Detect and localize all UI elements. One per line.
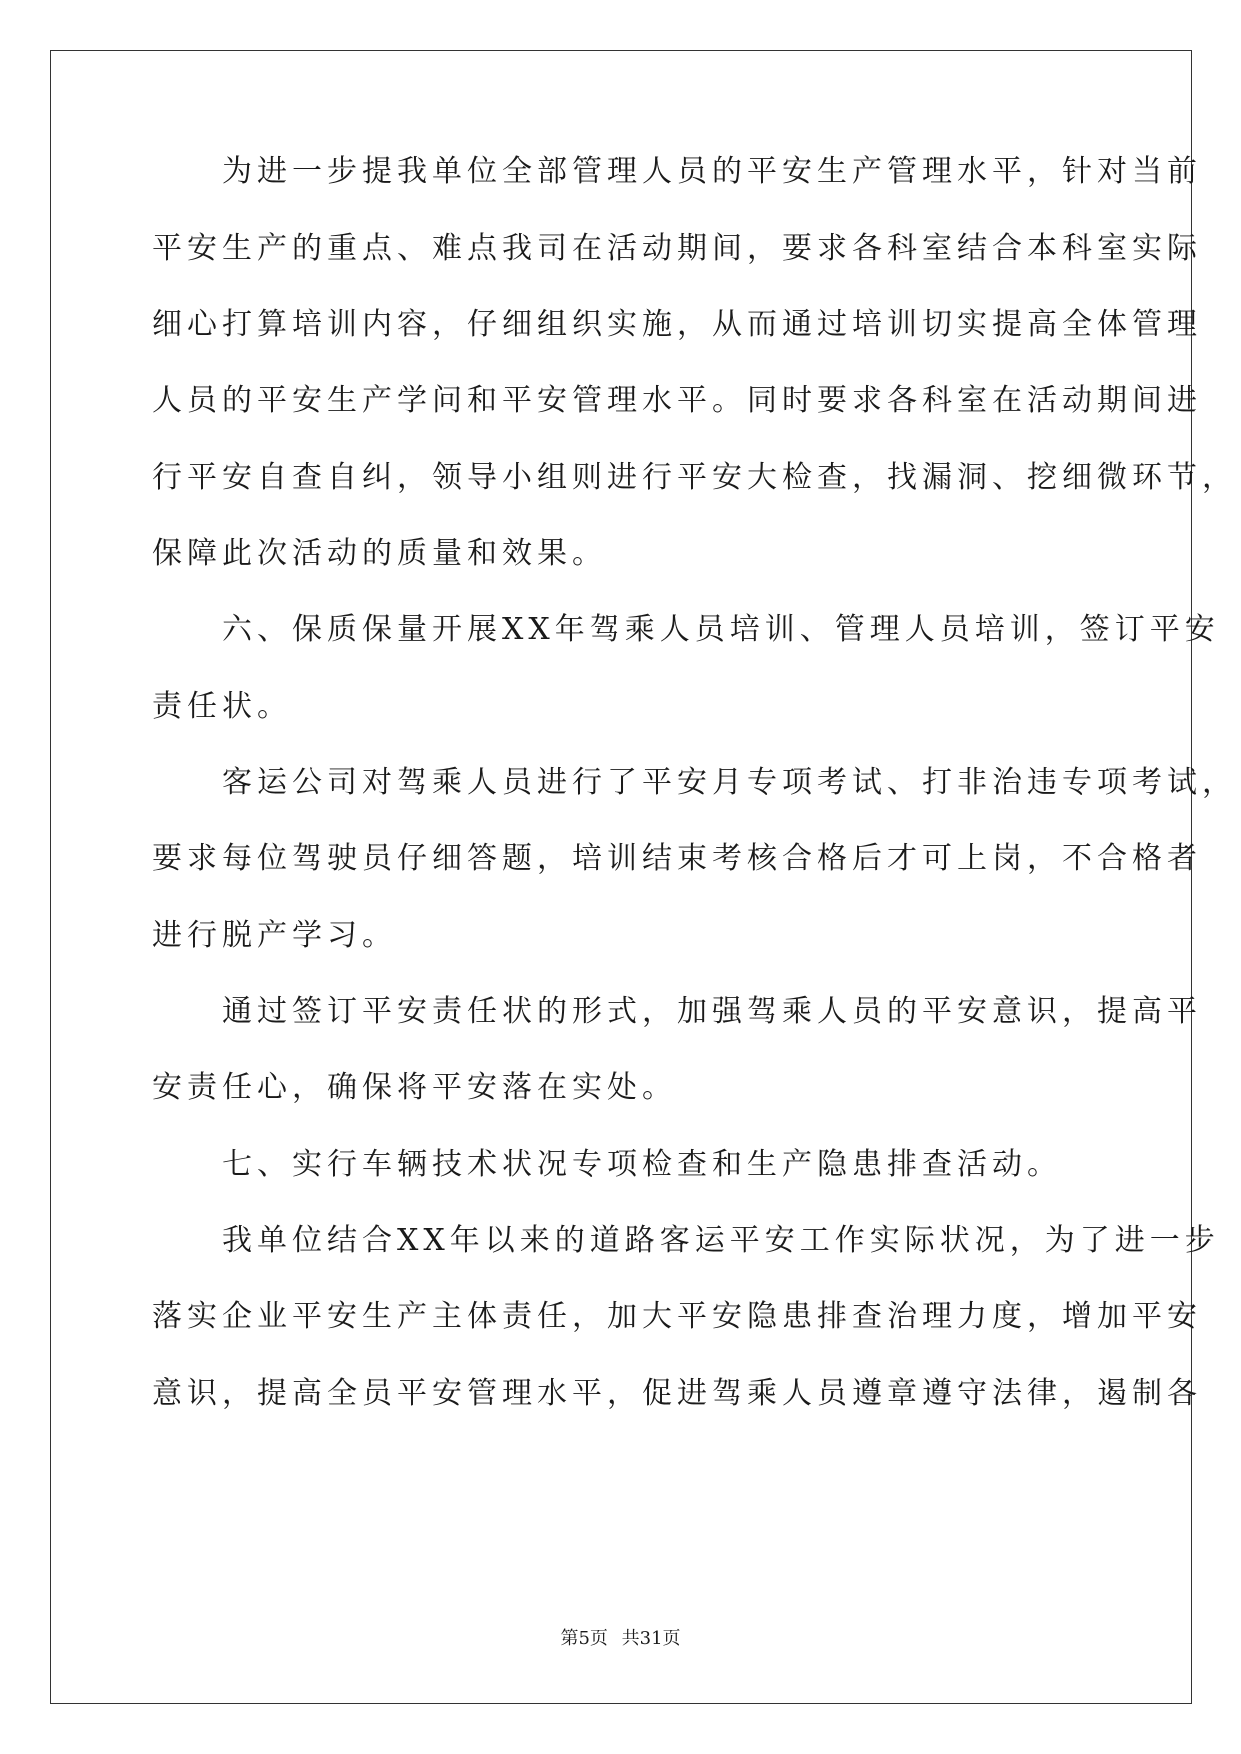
section-heading: 责任状。 bbox=[152, 689, 292, 724]
body-line: 保障此次活动的质量和效果。 bbox=[152, 536, 607, 571]
page-number: 第5页 bbox=[560, 1628, 608, 1649]
section-heading: 六、保质保量开展XX年驾乘人员培训、管理人员培训，签订平安 bbox=[152, 612, 1220, 647]
body-line: 为进一步提我单位全部管理人员的平安生产管理水平，针对当前 bbox=[152, 154, 1202, 189]
body-line: 客运公司对驾乘人员进行了平安月专项考试、打非治违专项考试， bbox=[152, 765, 1237, 800]
body-line: 意识，提高全员平安管理水平，促进驾乘人员遵章遵守法律，遏制各 bbox=[152, 1376, 1202, 1411]
body-line: 平安生产的重点、难点我司在活动期间，要求各科室结合本科室实际 bbox=[152, 231, 1202, 266]
body-line: 我单位结合XX年以来的道路客运平安工作实际状况，为了进一步 bbox=[152, 1223, 1220, 1258]
body-line: 落实企业平安生产主体责任，加大平安隐患排查治理力度，增加平安 bbox=[152, 1299, 1202, 1334]
body-line: 行平安自查自纠，领导小组则进行平安大检查，找漏洞、挖细微环节， bbox=[152, 460, 1237, 495]
body-line: 人员的平安生产学问和平安管理水平。同时要求各科室在活动期间进 bbox=[152, 383, 1202, 418]
body-line: 进行脱产学习。 bbox=[152, 918, 397, 953]
page-footer bbox=[0, 1627, 1241, 1651]
body-line: 安责任心，确保将平安落在实处。 bbox=[152, 1070, 677, 1105]
page-total: 共31页 bbox=[621, 1628, 681, 1649]
body-line: 要求每位驾驶员仔细答题，培训结束考核合格后才可上岗，不合格者 bbox=[152, 841, 1202, 876]
section-heading: 七、实行车辆技术状况专项检查和生产隐患排查活动。 bbox=[152, 1147, 1062, 1182]
body-line: 通过签订平安责任状的形式，加强驾乘人员的平安意识，提高平 bbox=[152, 994, 1202, 1029]
body-line: 细心打算培训内容，仔细组织实施，从而通过培训切实提高全体管理 bbox=[152, 307, 1202, 342]
